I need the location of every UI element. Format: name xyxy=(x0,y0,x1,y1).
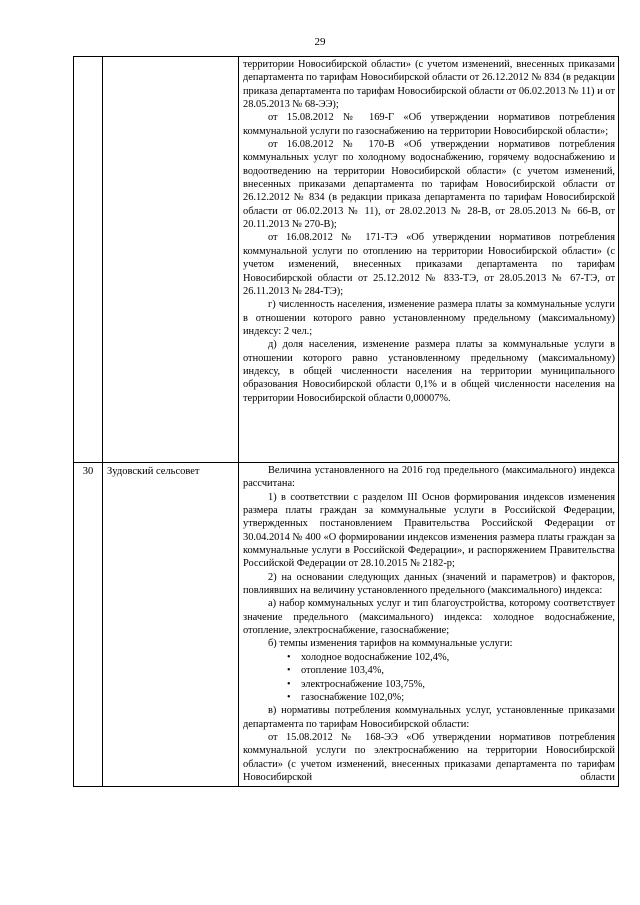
list-item-text: электроснабжение 103,75%, xyxy=(301,678,425,690)
paragraph: г) численность населения, изменение размера платы за коммунальные услуги в отношении которого равно установленному предельному (максимальному) индексу: 2 чел.; xyxy=(243,299,615,337)
row-number-cell: 30 xyxy=(74,463,103,787)
bullet-icon: • xyxy=(287,691,291,703)
bullet-icon: • xyxy=(287,651,291,663)
tariff-table xyxy=(73,56,619,787)
municipality-name-cell xyxy=(103,57,239,463)
table-row xyxy=(74,57,619,463)
paragraph: от 15.08.2012 № 169-Г «Об утверждении нормативов потребления коммунальной услуги по газоснабжению на территории Новосибирской области»; xyxy=(243,112,615,137)
paragraph: Величина установленного на 2016 год предельного (максимального) индекса рассчитана: xyxy=(243,465,615,490)
list-item xyxy=(287,691,615,704)
list-item xyxy=(287,664,615,677)
paragraph: б) темпы изменения тарифов на коммунальные услуги: xyxy=(268,638,513,650)
list-item xyxy=(287,651,615,664)
tariff-growth-list xyxy=(243,651,615,704)
paragraph: а) набор коммунальных услуг и тип благоустройства, которому соответствует значение предельного (максимального) индекса: холодное водоснабжение, отопление, электроснабжение, газоснабжение; xyxy=(243,598,615,637)
paragraph: 1) в соответствии с разделом III Основ формирования индексов изменения размера платы граждан за коммунальные услуги в Российской Федерации, утвержденных постановлением Правительства Российской Федерации от 30.04.2014 № 400 «О формировании индексов изменения размера платы граждан за коммунальные услуги в Российской Федерации», и распоряжением Правительства Российской Федерации от 28.10.2015 № 2182-р; xyxy=(243,491,615,570)
page-number: 29 xyxy=(314,36,326,48)
list-item-text: отопление 103,4%, xyxy=(301,665,384,677)
list-item xyxy=(287,678,615,691)
municipality-name-cell: Зудовский сельсовет xyxy=(103,463,239,787)
bullet-icon: • xyxy=(287,678,291,690)
paragraph: в) нормативы потребления коммунальных услуг, установленные приказами департамента по тарифам Новосибирской области: xyxy=(243,705,615,730)
paragraph: д) доля населения, изменение размера платы за коммунальные услуги в отношении которого равно установленному предельному (максимальному) индексу, в общей численности населения на территории муниципального образования Новосибирской области 0,1% и в общей численности населения на территории Новосибирской области 0,00007%. xyxy=(243,339,615,404)
paragraph: от 16.08.2012 № 170-В «Об утверждении нормативов потребления коммунальных услуг по холодному водоснабжению, горячему водоснабжению и водоотведению на территории Новосибирской области» (с учетом изменений, внесенных приказами департамента по тарифам Новосибирской области от 26.12.2012 № 834 (в редакции приказа департамента по тарифам Новосибирской области от 06.02.2013 № 11), от 28.02.2013 № 28-В, от 28.05.2013 № 66-В, от 20.11.2013 № 270-В); xyxy=(243,139,615,231)
list-item-text: газоснабжение 102,0%; xyxy=(301,691,405,703)
row-description-cell xyxy=(239,57,619,463)
paragraph: 2) на основании следующих данных (значений и параметров) и факторов, повлиявших на величину установленного предельного (максимального) индекса: xyxy=(243,571,615,597)
paragraph: от 15.08.2012 № 168-ЭЭ «Об утверждении нормативов потребления коммунальной услуги по электроснабжению на территории Новосибирской области» (с учетом изменений, внесенных приказами департамента по тарифам Новосибирской области xyxy=(243,731,615,783)
row-number-cell xyxy=(74,57,103,463)
paragraph: территории Новосибирской области» (с учетом изменений, внесенных приказами департамента по тарифам Новосибирской области от 26.12.2012 № 834 (в редакции приказа департамента по тарифам Новосибирской области от 06.02.2013 № 11) и от 28.05.2013 № 68-ЭЭ); xyxy=(243,59,615,111)
list-item-text: холодное водоснабжение 102,4%, xyxy=(301,651,450,663)
bullet-icon: • xyxy=(287,665,291,677)
paragraph: от 16.08.2012 № 171-ТЭ «Об утверждении нормативов потребления коммунальной услуги по отоплению на территории Новосибирской области» (с учетом изменений, внесенных приказами департамента по тарифам Новосибирской области от 25.12.2012 № 833-ТЭ, от 28.05.2013 № 67-ТЭ, от 26.11.2013 № 284-ТЭ); xyxy=(243,232,615,297)
table-row xyxy=(74,463,619,787)
row-description-cell xyxy=(239,463,619,787)
